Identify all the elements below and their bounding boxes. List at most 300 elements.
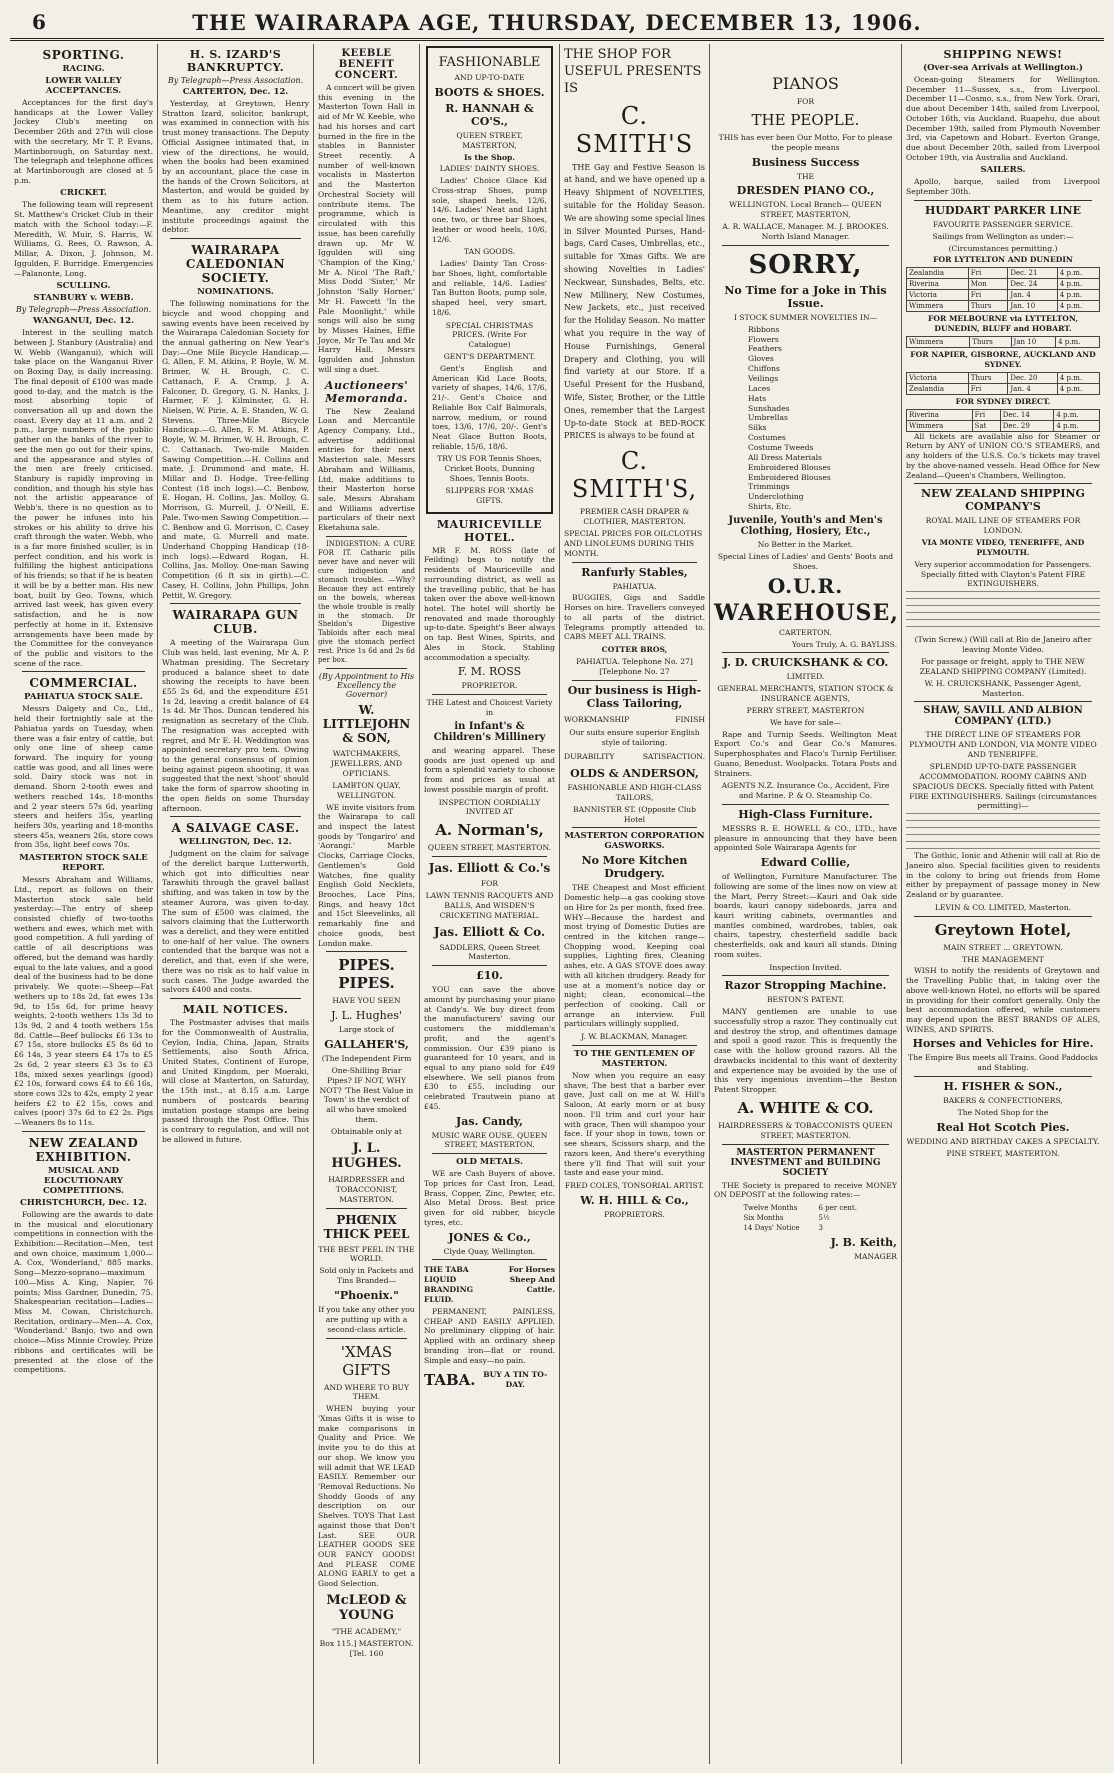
list-item: Underclothing	[748, 492, 804, 502]
date-cell: Jan. 10	[1008, 301, 1058, 312]
divider	[722, 652, 889, 653]
fisher-cakes: WEDDING AND BIRTHDAY CAKES A SPECIALTY.	[906, 1136, 1100, 1146]
divider	[914, 1076, 1092, 1077]
our-heading: O.U.R.	[767, 573, 844, 598]
list-item: Silks	[748, 423, 767, 433]
table-row	[907, 301, 1100, 312]
auctioneers-text: The New Zealand Loan and Mercantile Agency Company, Ltd., advertise additional entries for their next Masterton sale. Messrs Abraham and Williams, Ltd, make additions to their Masterton horse sale. Messrs Abraham and Williams advertise particulars of their next Eketahuna sale.	[318, 406, 415, 533]
nzship-heading: NEW ZEALAND SHIPPING COMPANY'S	[921, 487, 1085, 514]
special-prices: SPECIAL CHRISTMAS PRICES. (Write For Catalogue)	[445, 320, 534, 350]
passage-note: For passage or freight, apply to THE NEW ZEALAND SHIPPING COMPANY (Limited).	[919, 656, 1087, 676]
gun-club-text: A meeting of the Wairarapa Gun Club was held, last evening, Mr A. P. Whatman presiding. The Secretary produced a balance sheet to date showing the receipts to have been £55 2s 6d, and the expenditure £51 1s 2d, leaving a credit balance of £4 1s 4d. Mr Thos. Duncan tendered his resignation as secretary of the Club. The resignation was accepted with regret, and Mr E. H. Weddington was appointed secretary pro tem. Owing to the general consensus of opinion being against pigeon shooting, it was suggested that the next 'shoot' should take the form of sparrow shooting in the open fields on some Thursday afternoon.	[162, 638, 309, 813]
time-cell: 4 p.m.	[1057, 290, 1099, 301]
nzship-sub: ROYAL MAIL LINE OF STEAMERS FOR LONDON.	[925, 516, 1081, 536]
phoenix-best: THE BEST PEEL IN THE WORLD.	[318, 1244, 415, 1264]
table-row	[741, 1203, 869, 1213]
cruickshank-agent: W. H. CRUICKSHANK, Passenger Agent, Masterton.	[924, 678, 1082, 698]
ladies-shoes-text: Ladies' Choice Glace Kid Cross-strap Shoes, pump sole, shaped heels, 12/6, 14/6. Ladies' Neat and Light one, two, or three bar Shoes, leather or wood heels, 10/6, 12/6.	[432, 176, 547, 244]
day-cell: Sat	[972, 420, 1000, 431]
elliott-heading: Jas. Elliott & Co.'s	[428, 861, 551, 876]
list-item: Laces	[748, 383, 771, 393]
phoenix-note: If you take any other you are putting up with a second-class article.	[318, 1304, 415, 1334]
pahiatua-sale-title: PAHIATUA STOCK SALE.	[24, 692, 143, 703]
elliott-name: Jas. Elliott & Co.	[433, 924, 546, 939]
divider	[432, 694, 547, 695]
commercial-heading: COMMERCIAL.	[29, 676, 138, 691]
candy-sub: MUSIC WARE OUSE. QUEEN STREET, MASTERTON.	[431, 1130, 548, 1150]
list-item: Hats	[748, 393, 767, 403]
hill-name: W. H. HILL & Co.,	[580, 1193, 689, 1207]
xmas-gifts-sub: AND WHERE TO BUY THEM.	[324, 1382, 409, 1402]
norman-address: QUEEN STREET, MASTERTON.	[427, 843, 552, 853]
ross-sub: PROPRIETOR.	[461, 681, 518, 691]
divider	[722, 975, 889, 976]
cruickshank-have: We have for sale—	[769, 717, 842, 727]
christchurch-dateline: CHRISTCHURCH, Dec. 12.	[20, 1197, 147, 1208]
cotter-sub: PAHIATUA. Telephone No. 27] [Telephone No. 27	[576, 656, 693, 676]
date-cell: Jan. 4	[1008, 290, 1058, 301]
pipes-heading: PIPES. PIPES.	[338, 956, 395, 993]
wellington-dateline: WELLINGTON, Dec. 12.	[179, 837, 292, 848]
taba-header	[424, 1263, 555, 1306]
divider	[572, 562, 697, 563]
ranfurly-text: BUGGIES, Gigs and Saddle Horses on hire. Travellers conveyed to all parts of the district. Telegrams promptly attended to. CABS MEET ALL TRAINS.	[564, 593, 705, 642]
list-item: Embroidered Blouses	[748, 472, 831, 482]
candy-name: Jas. Candy,	[456, 1114, 523, 1128]
gallaher-sub: (The Independent Firm	[321, 1054, 412, 1064]
shipping-heading: SHIPPING NEWS!	[943, 48, 1063, 61]
tonsorial-artist: FRED COLES, TONSORIAL ARTIST.	[564, 1180, 705, 1190]
shaw-savill-heading: SHAW, SAVILL AND ALBION COMPANY (LTD.)	[923, 705, 1083, 728]
rate-term: Twelve Months	[743, 1203, 798, 1212]
collie-text: of Wellington, Furniture Manufacturer. The following are some of the lines now on view at the Mart, Perry Street:—Kauri and Oak side boards, kauri canopy sideboards, jarra and kauri writing cabinets, overmantles and mantles combined, wardrobes, tables, oak chairs, tapestry, chesterfield saddle back chesterfields, oak and kauri all stands. Dining room suites.	[714, 872, 897, 959]
mail-notices-heading: MAIL NOTICES.	[182, 1003, 289, 1017]
taba-text: PERMANENT, PAINLESS, CHEAP AND EASILY APPLIED. No preliminary clipping of hair. Applied with an ordinary sheep branding iron—flat or round. Simple and easy—no pain.	[424, 1306, 555, 1365]
hill-sub: PROPRIETORS.	[604, 1209, 665, 1219]
fisher-pies: Real Hot Scotch Pies.	[936, 1120, 1070, 1134]
huddart-perm: (Circumstances permitting.)	[948, 243, 1058, 253]
shaw-savill-sub: THE DIRECT LINE OF STEAMERS FOR PLYMOUTH AND LONDON, VIA MONTE VIDEO AND TENERIFFE.	[909, 730, 1097, 760]
melbourne-table	[906, 336, 1100, 348]
indigestion-advert: INDIGESTION: A CURE FOR IT. Catharic pills never have and never will cure indigestion and stomach troubles. —Why? Because they act entirely on the bowels, whereas the whole trouble is really in the stomach. Dr Sheldon's Digestive Tabloids after each meal give the stomach perfect rest. Price 1s 6d and 2s 6d per box.	[318, 539, 415, 665]
ship-cell: Wimmera	[907, 301, 969, 312]
taba-name: TABA.	[424, 1371, 476, 1390]
divider	[914, 916, 1092, 917]
table-row	[907, 420, 1100, 431]
candy-text: YOU can save the above amount by purchasing your piano at Candy's. We buy direct from the manufacturers' saving our customers the middleman's profit, and the agent's commission. Our £39 piano is guaranteed for 10 years, and is equal to any piano sold for £49 elsewhere. We sell pianos from £30 to £55, including our celebrated Trautwein piano at £45.	[424, 985, 555, 1111]
table-row	[907, 409, 1100, 420]
warehouse-heading: WAREHOUSE,	[714, 599, 899, 626]
pipes-stock: Large stock of	[338, 1025, 395, 1035]
permanent-text: THE Society is prepared to receive MONEY ON DEPOSIT at the following rates:—	[714, 1180, 897, 1200]
list-item: All Dress Materials	[748, 452, 822, 462]
permanent-heading: MASTERTON PERMANENT INVESTMENT and BUILDING SOCIETY	[730, 1147, 881, 1178]
taba-right: For Horses Sheep And Cattle.	[508, 1265, 555, 1295]
time-cell: 4 p.m.	[1056, 337, 1100, 348]
caledonian-text: The following nominations for the bicycle and wood chopping and sawing events have been received by the Wairarapa Caledonian Society for the annual gathering on New Year's Day:—One Mile Bicycle Handicap.—G. Allen, F. M. Atkins, P. Boyle, W. M. Brimer, W. H. Brough, C. C. Cattanach, F. A. Cramp, J. A. Falconer, D. Gregory, G. N. Hanks, J. Harmer, F. J. Kilminster, G. H. Nielsen, W. Pirie, A. E. Standen, W. G. Stevens. Three-Mile Bicycle Handicap.—G. Allen, F. M. Atkins, P. Boyle, W. M. Brimer, W. H. Brough, C. C. Cattanach. Two-mile Maiden Sawing Competition.—H. Collins and mate, J. Drummond and mate, H. Millar and D. Hodge. Tree-felling Contest (18 inch logs).—C. Benbow, E. Hogan, H. Collins, Jas. Molloy, G. Morrison, G. Murrell, J. O'Neill, E. Pale. Two-men Sawing Competition.—C. Benbow and G. Morrison, C. Casey and mate, G. Murrell and mate. Underhand Chopping Handicap (18-inch logs).—Edward Rogan, H. Collins, Jas. Molloy. One-man Sawing Competition (6 ft six in girth).—C. Casey, H. Collins, John Phillips, John Pettit, W. Gregory.	[162, 299, 309, 600]
column-4	[420, 44, 560, 1764]
sailers-text: Apollo, barque, sailed from Liverpool September 30th.	[906, 177, 1100, 197]
cruickshank-name: J. D. CRUICKSHANK & CO.	[722, 656, 889, 670]
gents-dept-heading: GENT'S DEPARTMENT.	[443, 352, 536, 362]
sailers-heading: SAILERS.	[980, 165, 1026, 176]
sculling-text: Interest in the sculling match between J. Stanbury (Australia) and W. Webb (Wanganui), which will take place on the Wanganui River on Boxing Day, is daily increasing. The final deposit of £100 was made good to-day, and the match is the most absorbing topic of conversation all up and down the coast. Every day at 11 a.m. and 2 p.m., large numbers of the public gather on the banks of the river to see the men go out for their spins, and the appearance and styles of the men are freely criticised. Stanbury is rapidly improving in condition, and though his style has not the artistic appearance of Webb's, there is no question as to the power he infuses into his strokes or his ability to drive his craft through the water. Webb, who is a far more finished sculler, is in perfect condition, and his work is fulfilling the highest anticipations of his friends; so that if he is beaten it will be by a better man. His new boat, built by Geo. Towns, which arrived last week, has given every satisfaction, and he is now perfectly at home in it. Extensive arrangements have been made by the Committee for the conveyance of the public and visitors to the scene of the race.	[14, 328, 153, 668]
divider	[914, 200, 1092, 201]
durability-label: DURABILITY	[564, 752, 615, 762]
taba-footer	[424, 1368, 555, 1392]
nominations-heading: NOMINATIONS.	[197, 287, 274, 298]
twin-screw-note: (Twin Screw.) (Will call at Rio de Janeiro after leaving Monte Video.	[914, 635, 1092, 655]
divider	[170, 603, 301, 604]
gasworks-manager: J. W. BLACKMAN, Manager.	[581, 1032, 688, 1042]
lower-valley-title: LOWER VALLEY ACCEPTANCES.	[45, 76, 122, 96]
exhibition-heading: NEW ZEALAND EXHIBITION.	[28, 1135, 139, 1164]
littlejohn-trades: WATCHMAKERS, JEWELLERS, AND OPTICIANS.	[330, 749, 403, 778]
hannah-address: QUEEN STREET, MASTERTON,	[456, 130, 523, 150]
day-cell: Thurs	[968, 301, 1008, 312]
razor-sub: BESTON'S PATENT.	[766, 995, 845, 1005]
lyttelton-heading: FOR LYTTELTON AND DUNEDIN	[933, 255, 1073, 265]
shaw-savill-note: The Gothic, Ionic and Athenic will call at Rio de Janeiro also. Special facilities given to residents in the colony to bring out friends from Home either by prepayment of passage money in New Zealand or by guarantee.	[906, 851, 1100, 900]
olds-name: OLDS & ANDERSON,	[570, 766, 699, 780]
lyttelton-table	[906, 267, 1100, 312]
phoenix-brand: "Phoenix."	[334, 1288, 399, 1302]
carterton-dateline: CARTERTON, Dec. 12.	[182, 87, 289, 97]
nzship-text: Very superior accommodation for Passengers. Specially fitted with Clayton's Patent FIRE EXTINGUISHERS.	[914, 559, 1092, 589]
littlejohn-name: W. LITTLEJOHN & SON,	[322, 703, 411, 746]
divider	[722, 1144, 889, 1145]
list-item: Chiffons	[748, 364, 780, 374]
elliott-for: FOR	[480, 879, 499, 889]
fisher-sub: BAKERS & CONFECTIONERS,	[943, 1096, 1063, 1106]
day-cell: Fri	[968, 290, 1008, 301]
slippers: SLIPPERS FOR 'XMAS GIFTS.	[445, 485, 534, 505]
mcleod-sub: "THE ACADEMY,"	[331, 1626, 402, 1636]
huddart-text: All tickets are available also for Steamer or Return by ANY of UNION CO.'S STEAMERS, and any holders of the U.S.S. Co.'s tickets may travel by the above-named vessels. Head Office for New Zealand—Queen's Chambers, Wellington.	[906, 431, 1100, 480]
list-item: Veilings	[748, 374, 779, 384]
list-item: Embroidered Blouses	[748, 462, 831, 472]
phoenix-sold: Sold only in Packets and Tins Branded—	[319, 1266, 414, 1286]
day-cell: Fri	[968, 268, 1008, 279]
juvenile-heading: Juvenile, Youth's and Men's Clothing, Hosiery, Etc.,	[728, 515, 883, 538]
masterton-sale-title: MASTERTON STOCK SALE REPORT.	[19, 853, 148, 874]
elliott-sub: SADDLERS, Queen Street Masterton.	[439, 942, 540, 962]
table-row	[741, 1223, 869, 1233]
day-cell: Thurs	[970, 337, 1011, 348]
mcleod-address: Box 115.] MASTERTON. [Tel. 160	[319, 1638, 414, 1658]
auctioneers-heading: Auctioneers' Memoranda.	[324, 378, 409, 405]
greytown-horses: Horses and Vehicles for Hire.	[912, 1037, 1094, 1051]
greytown-management: THE MANAGEMENT	[962, 954, 1044, 964]
greytown-address: MAIN STREET ... GREYTOWN.	[943, 942, 1063, 952]
pianos-heading: PIANOS	[772, 74, 839, 93]
greytown-bus: The Empire Bus meets all Trains. Good Paddocks and Stabling.	[908, 1053, 1098, 1073]
fisher-name: H. FISHER & SON.,	[943, 1080, 1063, 1094]
column-2	[158, 44, 314, 1764]
time-cell: 4 p.m.	[1057, 279, 1099, 290]
pipes-text: One-Shilling Briar Pipes? IF NOT, WHY NOT? 'The Best Value in Town' is the verdict of all who have smoked them.	[319, 1065, 414, 1125]
norman-text: and wearing apparel. These goods are just opened up and form a splendid variety to choose from and prices as usual at lowest possible margin of profit.	[424, 745, 555, 794]
mauriceville-heading: MAURICEVILLE HOTEL.	[436, 517, 543, 544]
warehouse-sub: CARTERTON.	[779, 627, 832, 637]
jones-name: JONES & Co.,	[448, 1230, 531, 1244]
fashionable-heading: FASHIONABLE	[438, 55, 541, 70]
napier-heading: FOR NAPIER, GISBORNE, AUCKLAND AND SYDNEY.	[910, 350, 1096, 369]
izard-heading: H. S. IZARD'S BANKRUPTCY.	[186, 48, 285, 74]
divider	[432, 965, 547, 966]
sporting-heading: SPORTING.	[42, 48, 125, 62]
pipes-seen: HAVE YOU SEEN	[332, 996, 401, 1006]
pipes-hughes-name: J. L. Hughes'	[331, 1009, 402, 1023]
norman-millinery: in Infant's & Children's Millinery	[433, 720, 546, 743]
tailoring-text: Our suits ensure superior English style of tailoring.	[569, 728, 700, 748]
sorry-heading: SORRY,	[748, 249, 863, 280]
mauriceville-text: MR F. M. ROSS (late of Feilding) begs to notify the residents of Mauriceville and surrounding district, as well as the travelling public, that he has taken over the above well-known hotel. The hotel will shortly be renovated and made thoroughly up-to-date. Speight's Beer always on tap. Best Wines, Spirits, and Ales in Stock. Stabling accommodation a specialty.	[424, 545, 555, 662]
huddart-heading: HUDDART PARKER LINE	[925, 203, 1081, 217]
dresden-the: THE	[796, 171, 815, 181]
boots-shoes-heading: BOOTS & SHOES.	[434, 85, 545, 99]
hannah-name: R. HANNAH & CO'S.,	[445, 101, 534, 128]
table-row	[907, 279, 1100, 290]
divider	[326, 1338, 407, 1339]
littlejohn-text: WE invite visitors from the Wairarapa to call and inspect the latest goods by 'Tongariro' and 'Aorangi.' Marble Clocks, Carriage Clocks, Gentlemen's Gold Watches, fine quality English Gold Necklets, Brooches, Lace Pins, Rings, and heavy 18ct and 15ct Sleevelinks, all remarkably fine and choice goods, best London make.	[318, 802, 415, 948]
divider	[326, 1208, 407, 1209]
ranfurly-heading: Ranfurly Stables,	[581, 565, 688, 579]
greytown-heading: Greytown Hotel,	[934, 920, 1072, 939]
divider	[326, 951, 407, 952]
divider	[572, 680, 697, 681]
juvenile-special: Special Lines of Ladies' and Gents' Boots and Shoes.	[717, 551, 894, 571]
cruickshank-sub: LIMITED.	[786, 672, 825, 682]
tan-goods-text: Ladies' Dainty Tan Cross-bar Shoes, light, comfortable and reliable, 14/6. Ladies' Tan Button Boots, pump sole, shaped heel, very smart, 18/6.	[432, 259, 547, 317]
day-cell: Thurs	[968, 372, 1008, 383]
list-item: Feathers	[748, 344, 782, 354]
arrivals-text: Ocean-going Steamers for Wellington. December 11—Sussex, s.s., from Liverpool. December 11—Cosmo, s.s., from New York. Orari, due about December 14th, sailed from Liverpool, October 16th, via Auckland. Ruapehu, due about December 19th, sailed from Plymouth November 3rd, via Capetown and Hobart. Everton Grange, due about December 20th, sailed from Liverpool October 19th, via Australia and Auckland.	[906, 75, 1100, 162]
greytown-text: WISH to notify the residents of Greytown and the Travelling Public that, in taking over the above well-known Hotel, no efforts will be spared in providing for their comfort generally. Only the best accommodation offered, while customers may depend upon the BEST BRANDS OF ALES, WINES, AND SPIRITS.	[906, 966, 1100, 1034]
huddart-fav: FAVOURITE PASSENGER SERVICE.	[933, 219, 1073, 229]
table-row	[741, 1213, 869, 1223]
gasworks-heading: MASTERTON CORPORATION GASWORKS.	[564, 831, 705, 852]
inspection-invited: Inspection Invited.	[769, 962, 842, 972]
cotter-name: COTTER BROS,	[601, 644, 668, 654]
business-success: Business Success	[751, 155, 860, 169]
juvenile-sub: No Better in the Market.	[757, 540, 854, 550]
cruickshank-list: Rape and Turnip Seeds. Wellington Meat Export Co.'s and Gear Co.'s Manures. Superphosphates and Flaco's Turnip Fertiliser. Guano, Benedust. Woolpacks. Totara Posts and Strainers.	[714, 729, 897, 778]
shop-heading: THE SHOP FOR USEFUL PRESENTS IS	[564, 47, 702, 96]
sydney-heading: FOR SYDNEY DIRECT.	[955, 396, 1051, 406]
day-cell: Fri	[968, 383, 1008, 394]
divider	[572, 827, 697, 828]
table-row	[907, 268, 1100, 279]
norman-name: A. Norman's,	[435, 821, 544, 840]
list-item: Ribbons	[748, 324, 780, 334]
divider	[170, 238, 301, 239]
racing-heading: RACING.	[62, 64, 105, 74]
dresden-managers: A. R. WALLACE, Manager. M. J. BROOKES. North Island Manager.	[722, 222, 889, 242]
date-cell: Dec. 14	[1000, 409, 1054, 420]
time-cell: 4 p.m.	[1057, 301, 1099, 312]
divider	[326, 536, 407, 537]
list-item: Gloves	[748, 354, 774, 364]
masterton-sale-text: Messrs Abraham and Williams, Ltd., report as follows on their Masterton stock sale held yesterday:—The entry of sheep consisted chiefly of two-tooths wethers and ewes, which met with good competition. A full yarding of cattle of all descriptions was offered, but the demand was hardly equal to the late values, and a good deal of the business had to be done privately. We quote:—Sheep—Fat wethers up to 18s 2d, fat ewes 13s 9d, to 15s 6d, for prime heavy weights, 2-tooth wethers 13s 3d to 13s 9d, 2 and 4 tooth wethers 15s 8d. Cattle—Beef bullocks £6 13s to £7 15s, store bullocks £5 8s 6d to £6 14s, 3 year steers £4 17s to £5 2s 6d, 2 year steers £3 3s to £3 18s, mixed sexes yearlings (good) £2 10s, forward cows £4 to £6 16s, store cows 32s to 42s, empty 2 year heifers £2 to £2 15s, cows and calves (poor) 37s 6d to £2 2s. Pigs—Weaners 8s to 11s.	[14, 875, 153, 1128]
divider	[170, 998, 301, 999]
dresden-name: DRESDEN PIANO CO.,	[736, 184, 875, 198]
date-cell: Dec. 29	[1000, 420, 1054, 431]
divider	[22, 1131, 145, 1132]
keeble-text: A concert will be given this evening in the Masterton Town Hall in aid of Mr W. Keeble, who had his horses and cart burned in the fire in the stables in Bannister Street recently. A number of well-known vocalists in Masterton and the Masterton Orchestral Society will contribute items. The programme, which is circulated with this issue, has been carefully drawn up. Mr W. Iggulden will sing 'Champion of the King,' Mr A. Nicol 'The Raft,' Miss Dodd 'Sister,' Mr Johnston 'Sally Horner,' Mr H. Fawcett 'In the Pale Moonlight,' while songs will also be sung by Misses Haines, Effie Joyce, Mr Te Tau and Mr Harry Hall. Messrs Iggulden and Johnston will sing a duet.	[318, 83, 415, 374]
rate-value: 5½	[818, 1213, 830, 1222]
furniture-heading: High-Class Furniture.	[738, 807, 873, 821]
table-row	[907, 290, 1100, 301]
column-7	[902, 44, 1104, 1764]
ship-cell: Victoria	[907, 290, 969, 301]
day-cell: Fri	[972, 409, 1000, 420]
tailoring-row-2	[564, 750, 705, 764]
taba-left: THE TABA LIQUID BRANDING FLUID.	[424, 1265, 474, 1305]
pianos-people: THE PEOPLE.	[751, 110, 860, 129]
gentlemen-text: Now when you require an easy shave, The best that a barber ever gave, Just call on me at W. Hill's Saloon, At early morn or at busy noon. I'll trim and curl your hair with grace, Then will shampoo your face. If your shop in town, town or see shears, Scissors sharp, and the razors keen, And there's everything there y'll find That will suit your taste and ease your mind.	[564, 1071, 705, 1178]
mail-notices-text: The Postmaster advises that mails for the Commonwealth of Australia, Ceylon, India, China, Japan, Straits Settlements, also South Africa, United States, Continent of Europe, and United Kingdom, per Moeraki, will close at Masterton, on Saturday, the 15th inst., at 8.15 a.m. Large numbers of postcards bearing imitation postage stamps are being passed through the Post Office. This is contrary to regulation, and will not be allowed in future.	[162, 1018, 309, 1144]
hughes-name: J. L. HUGHES.	[331, 1140, 402, 1171]
cricket-text: The following team will represent St. Matthew's Cricket Club in their match with the School today:—F. Meredith, W. Muir, S. Harris, W. Williams, G. Rees, O. Rawson, A. Millar, A. Dixon, J. Johnson, M. Iggulden, F. Burridge. Emergencies—Palanonte, Long.	[14, 200, 153, 278]
mcleod-name: McLEOD & YOUNG	[326, 1592, 407, 1623]
white-sub: HAIRDRESSERS & TOBACCONISTS QUEEN STREET, MASTERTON.	[718, 1120, 893, 1140]
sailing-schedule-lines	[906, 813, 1100, 849]
keith-sub: MANAGER	[854, 1251, 897, 1261]
salvage-text: Judgment on the claim for salvage of the derelict barque Lutterworth, which got into difficulties near Tarawhiti through the gravel ballast shifting, and was taken in tow by the steamer Aurora, was given to-day. The sum of £500 was claimed, the salvors claiming that the Lutterworth was a derelict, and they were entitled to one-half of her value. The owners contended that the barque was not a derelict, and that, even if she were, there was no risk as to half value in such cases. The Judge awarded the salvors £400 and costs.	[162, 849, 309, 995]
ship-cell: Wimmera	[907, 420, 973, 431]
norman-intro: THE Latest and Choicest Variety in	[426, 698, 553, 718]
divider	[432, 1153, 547, 1154]
olds-sub: FASHIONABLE AND HIGH-CLASS TAILORS,	[567, 782, 702, 802]
nzship-via: VIA MONTE VIDEO, TENERIFFE, AND PLYMOUTH.	[921, 537, 1085, 557]
keith-name: J. B. Keith,	[830, 1235, 897, 1249]
ship-cell: Riverina	[907, 409, 973, 420]
tailoring-heading: Our business is High-Class Tailoring,	[567, 683, 702, 710]
littlejohn-address: LAMBTON QUAY, WELLINGTON.	[332, 780, 401, 800]
fisher-address: PINE STREET, MASTERTON.	[946, 1148, 1060, 1158]
time-cell: 4 p.m.	[1057, 372, 1099, 383]
divider	[722, 804, 889, 805]
date-cell: Jan 10	[1011, 337, 1056, 348]
date-cell: Dec. 24	[1008, 279, 1058, 290]
divider	[326, 668, 407, 669]
smith-special: SPECIAL PRICES FOR OILCLOTHS AND LINOLEUMS DURING THIS MONTH.	[564, 528, 703, 558]
gasworks-text: THE Cheapest and Most efficient Domestic help—a gas cooking stove on Hire for 2s per month, fixed free. WHY—Because the hardest and most trying of Domestic Duties are centred in the kitchen range—Chopping wood, Keeping coal supplies, Lighting fires, Cleaning ashes, etc. A GAS STOVE does away with all kitchen drudgery. Ready for use at a moment's notice day or night; clean, economical—the perfection of cooking. Call or arrange an interview. Full particulars willingly supplied.	[564, 883, 705, 1029]
deposit-rates-table	[741, 1203, 869, 1233]
candy-amount: £10.	[476, 969, 503, 983]
stanbury-title: STANBURY v. WEBB.	[33, 293, 134, 304]
gallaher-name: GALLAHER'S,	[324, 1038, 409, 1052]
divider	[572, 1045, 697, 1046]
divider	[432, 856, 547, 857]
olds-address: BANNISTER ST. (Opposite Club Hotel	[572, 804, 697, 824]
rate-value: 6 per cent.	[818, 1203, 857, 1212]
smith-name-2: C. SMITH'S,	[571, 447, 698, 504]
newspaper-title: THE WAIRARAPA AGE, THURSDAY, DECEMBER 13, 1906.	[192, 10, 922, 35]
wanganui-dateline: WANGANUI, Dec. 12.	[33, 316, 134, 327]
tailoring-row-1	[564, 713, 705, 727]
table-row	[907, 337, 1100, 348]
hannah-shop: Is the Shop.	[464, 152, 515, 162]
column-5	[560, 44, 710, 1764]
rate-term: Six Months	[743, 1213, 784, 1222]
fisher-shop: The Noted Shop for the	[957, 1108, 1049, 1118]
list-item: Flowers	[748, 334, 779, 344]
column-3	[314, 44, 420, 1764]
date-cell: Dec. 20	[1008, 372, 1058, 383]
norman-invite: INSPECTION CORDIALLY INVITED AT	[438, 797, 541, 817]
furniture-text: MESSRS R. E. HOWELL & CO., LTD., have pleasure in announcing that they have been appointed Sole Wairarapa Agents for	[714, 823, 897, 853]
xmas-gifts-text: WHEN buying your 'Xmas Gifts it is wise to make comparisons in Quality and Price. We invite you to do this at our shop. We know you will admit that WE LEAD EASILY. Remember our 'Removal Reductions. No Shoddy Goods of any description on our Shelves. TOYS That Last against those that Don't Last. SEE OUR LEATHER GOODS SEE OUR FANCY GOODS! And PLEASE COME ALONG EARLY to get a Good Selection.	[318, 1404, 415, 1589]
razor-text: MANY gentlemen are unable to use successfully strop a razor. They continually cut and destroy the strop, and oftentimes damage and spoil a good razor. This is frequently the case with the hollow ground razors. All the drawbacks incidental to this want of dexterity and experience may be avoided by the use of this very ingenious invention—the Beston Patent Stropper.	[714, 1007, 897, 1095]
jones-sub: Clyde Quay, Wellington.	[443, 1246, 536, 1256]
pipes-obtainable: Obtainable only at	[331, 1127, 402, 1137]
list-item: Costume Tweeds	[748, 443, 814, 453]
sculling-heading: SCULLING.	[56, 281, 111, 292]
collie-name: Edward Collie,	[760, 856, 851, 870]
masthead	[10, 4, 1104, 41]
exhibition-text: Following are the awards to date in the musical and elocutionary competitions in connection with the Exhibition:—Recitation—Men, test and own choice, maximum 1,000—A. Cox, 'Wonderland,' 885 marks. Song—Mezzo-soprano—maximum 100—Miss A. King, Napier, 76 points; Miss Gardner, Dunedin, 75. Shakespearian recitation—Ladies—Miss M. Cowan, Christchurch. Recitation, ordinary—Men—A. Cox, 'Wonderland.' Banjo, two and own choice—Miss Minnie Crowley. Prize ribbons and certificates will be presented at the close of the competitions.	[14, 1209, 153, 1375]
list-item: Sunshades	[748, 403, 790, 413]
exhibition-subheading: MUSICAL AND ELOCUTIONARY COMPETITIONS.	[42, 1165, 125, 1196]
lower-valley-text: Acceptances for the first day's handicaps at the Lower Valley Jockey Club's meeting on December 26th and 27th will close with the secretary, Mr T. P. Evans, Martinborough, on Saturday next. The telegraph and telephone offices at Martinborough are closed at 5 p.m.	[14, 98, 153, 185]
taba-buy: BUY A TIN TO-DAY.	[483, 1370, 548, 1390]
hughes-sub: HAIRDRESSER and TOBACCONIST, MASTERTON.	[328, 1174, 405, 1204]
divider	[914, 701, 1092, 702]
smith-text: THE Gay and Festive Season is at hand, and we have opened up a Heavy Shipment of NOVELTIES, suitable for the Holiday Season. We are showing some special lines in Silver Mounted Purses, Hand-bags, Card Cases, Umbrellas, etc., suitable for 'Xmas Gifts. We are showing Novelties in Ladies' Neckwear, Sunshades, Belts, etc. New Millinery, New Costumes, New Jackets, etc., just received for the Holiday Season. No matter what you require in the way of House Furnishings, General Drapery and Clothing, you will find variety at our Store. If a Useful Present for the Husband, Wife, Sister, Brother, or the Little Ones, remember that the Largest Up-to-date Stock at BED-ROCK PRICES is always to be found at	[564, 162, 705, 441]
kitchen-drudgery-heading: No More Kitchen Drudgery.	[581, 854, 688, 881]
gun-club-heading: WAIRARAPA GUN CLUB.	[172, 608, 299, 637]
list-item: Trimmings	[748, 482, 790, 492]
rate-term: 14 Days' Notice	[743, 1223, 800, 1232]
ship-cell: Zealandia	[907, 268, 969, 279]
cricket-heading: CRICKET.	[60, 188, 107, 199]
divider	[914, 483, 1092, 484]
white-name: A. WHITE & CO.	[737, 1098, 874, 1117]
workmanship-label: WORKMANSHIP	[564, 714, 630, 724]
novelties-list	[748, 325, 897, 512]
old-metals-heading: OLD METALS.	[456, 1157, 523, 1168]
column-1	[10, 44, 158, 1764]
table-row	[907, 372, 1100, 383]
cruickshank-text: GENERAL MERCHANTS, STATION STOCK & INSURANCE AGENTS,	[717, 684, 894, 704]
try-us: TRY US FOR Tennis Shoes, Cricket Boots, Dunning Shoes, Tennis Boots.	[437, 454, 542, 484]
sorry-sub: No Time for a Joke in This Issue.	[724, 283, 887, 310]
smith-name: C. SMITH'S	[575, 101, 694, 158]
date-cell: Dec. 21	[1008, 268, 1058, 279]
divider	[722, 245, 889, 246]
bayliss-signature: Yours Truly, A. G. BAYLISS.	[791, 639, 897, 649]
satisfaction-label: SATISFACTION.	[642, 752, 705, 762]
page-number: 6	[32, 10, 46, 34]
napier-table	[906, 372, 1100, 395]
appointment-line: (By Appointment to His Excellency the Governor)	[318, 672, 415, 700]
ladies-shoes-heading: LADIES' DAINTY SHOES.	[439, 164, 540, 174]
pianos-text: THIS has ever been Our Motto, For to please the people means	[718, 132, 893, 152]
old-metals-text: WE are Cash Buyers of above. Top prices for Cast Iron, Lead, Brass, Copper, Zinc, Pewter, etc. Also Metal Dross. Best price given for old rubber, bicycle tyres, etc.	[424, 1169, 555, 1227]
time-cell: 4 p.m.	[1054, 409, 1100, 420]
sorry-text: I STOCK SUMMER NOVELTIES IN—	[733, 312, 878, 322]
divider	[22, 671, 145, 672]
ship-cell: Wimmera	[907, 337, 970, 348]
ranfurly-sub: PAHIATUA.	[612, 581, 657, 591]
huddart-sail: Sailings from Wellington as under:—	[932, 231, 1074, 241]
levin-agent: LEVIN & CO. LIMITED, Masterton.	[934, 902, 1072, 912]
keeble-heading: KEEBLE BENEFIT CONCERT.	[334, 48, 399, 81]
pahiatua-sale-text: Messrs Dalgety and Co., Ltd., held their fortnightly sale at the Pahiatua yards on Tuesday, when there was a fair entry of cattle, but only one line of sheep came forward. The inquiry for young cattle was good, and all lines were sold. Dairy stock was not in demand. Shorn 2-tooth ewes and wethers reached 14s, 18-months and 2 year steers 57s 6d, yearling steers and heifers 35s, yearling heifers 30s, yearling and 18-months steers 45s, weaners 26s, store cows from 35s, light beef cows 70s.	[14, 704, 153, 850]
shaw-savill-text: SPLENDID UP-TO-DATE PASSENGER ACCOMMODATION. ROOMY CABINS AND SPACIOUS DECKS. Specially fitted with Patent FIRE EXTINGUISHERS. Sailings (circumstances permitting)—	[909, 761, 1097, 811]
